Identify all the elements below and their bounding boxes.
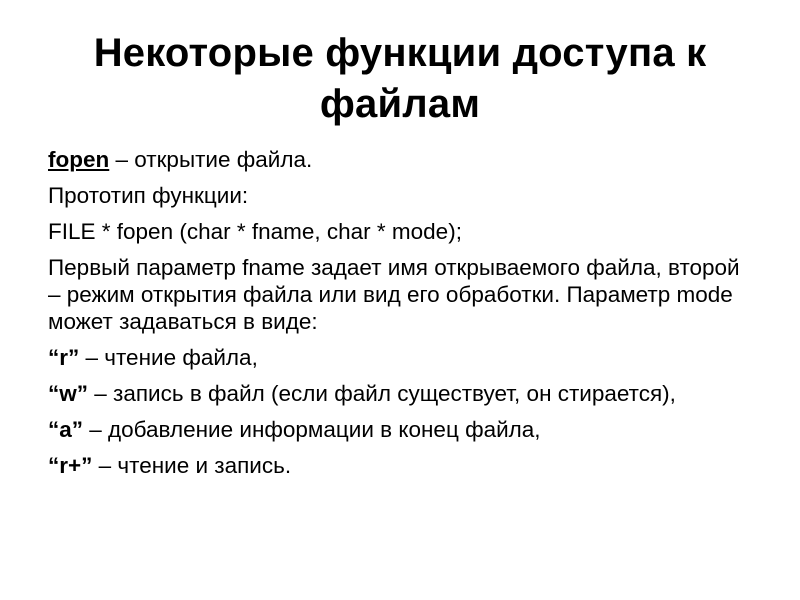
mode-description: – добавление информации в конец файла, bbox=[83, 417, 541, 442]
slide-content bbox=[48, 146, 748, 488]
parameter-description: Первый параметр fname задает имя открываемого файла, второй – режим открытия файла или вид его обработки. Параметр mode может задаваться в виде: bbox=[48, 255, 740, 334]
function-description: – открытие файла. bbox=[109, 147, 313, 172]
mode-key: “r” bbox=[48, 345, 80, 370]
fopen-line bbox=[48, 146, 748, 173]
mode-description: – чтение и запись. bbox=[92, 453, 292, 478]
mode-item-w bbox=[48, 380, 748, 407]
mode-item-r bbox=[48, 344, 748, 371]
mode-key: “r+” bbox=[48, 453, 93, 478]
prototype-label: Прототип функции: bbox=[48, 183, 249, 208]
mode-key: “w” bbox=[48, 381, 89, 406]
mode-item-a bbox=[48, 416, 748, 443]
mode-key: “a” bbox=[48, 417, 84, 442]
mode-item-r-plus bbox=[48, 452, 748, 479]
mode-description: – запись в файл (если файл существует, он стирается), bbox=[88, 381, 676, 406]
prototype-code: FILE * fopen (char * fname, char * mode); bbox=[48, 219, 462, 244]
mode-description: – чтение файла, bbox=[79, 345, 258, 370]
function-name: fopen bbox=[48, 147, 110, 172]
slide-title: Некоторые функции доступа к файлам bbox=[93, 31, 707, 126]
